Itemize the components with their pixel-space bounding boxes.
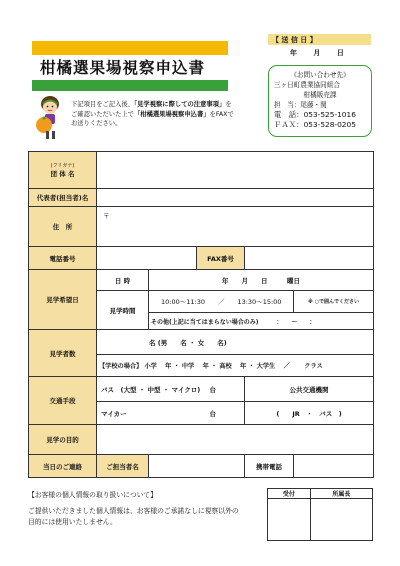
group-name-text: 団 体 名 [50,170,75,178]
privacy-line: 目的には使用いたしません。 [28,518,117,526]
manager-stamp-area [310,499,372,541]
fax-field[interactable] [245,247,374,270]
orange-mascot-illustration [34,95,66,141]
group-name-label [29,152,97,189]
bus-text: バス (大型 ・ 中型 ・ マイクロ) [101,385,201,394]
mobile-label: 携帯電話 [245,455,294,478]
transport-label: 交通手段 [29,377,97,425]
page-title: 柑橘選果場視察申込書 [40,59,206,77]
school-grade-field[interactable]: 【学校の場合】 小学 年 ・ 中学 年 ・ 高校 年 ・ 大学生 ／ クラス [97,355,374,377]
public-transport-label: 公共交通機関 [245,377,374,402]
other-time-field[interactable]: その他(上記に当てはまらない場合のみ) ： ～ ： [149,313,374,330]
date-sub-label: 日 時 [97,270,149,291]
notice-emphasis: 「見学視察に際しての注意事項」 [133,101,226,108]
notice-emphasis: 「柑橘選果場視察申込書」 [133,110,210,118]
purpose-field[interactable] [97,425,374,455]
bus-unit: 台 [209,385,216,394]
phone-field[interactable] [97,247,197,270]
time-slot-options[interactable]: 10:00～11:30 ／ 13:30～15:00 [149,291,294,313]
person-in-charge-label: ご担当者名 [97,455,149,478]
person-in-charge-field[interactable] [149,455,245,478]
application-form-table [28,151,374,478]
group-name-field[interactable] [97,152,374,189]
car-text: マイカー [101,409,127,418]
visitor-count-label: 見学者数 [29,330,97,377]
privacy-title: 【お客様の個人情報の取り扱いについて】 [28,491,158,499]
representative-field[interactable] [97,189,374,207]
time-note: ※ ○で囲んでください [294,291,374,313]
date-fields[interactable]: 年 月 日 曜日 [149,270,374,291]
visit-date-label: 見学希望日 [29,270,97,330]
notice-text: をFAXで [209,110,234,118]
notice-text: 下記項目をご記入後、 [71,101,134,108]
notice-text: お送りください。 [71,120,122,127]
manager-label: 所属長 [310,489,372,499]
representative-label: 代表者(担当者)名 [29,189,97,207]
received-label: 受付 [268,489,311,499]
send-date-field[interactable]: 年 月 日 [290,49,344,57]
public-transport-options[interactable]: ( JR ・ バス ) [245,402,374,425]
address-field[interactable] [97,207,374,247]
contact-dept: 柑橘販売課 [303,91,337,99]
privacy-line: ご提供いただきました個人情報は、お客様のご承諾なしに視察以外の [28,507,239,515]
furigana-label: (フリガナ) [50,163,75,169]
postal-mark: 〒 [103,212,110,220]
visit-time-label: 見学時間 [97,291,149,330]
contact-org: 三ヶ日町農業協同組合 [274,81,340,89]
bus-option[interactable] [97,377,245,402]
send-date-label: 【 送 信 日 】 [268,34,371,45]
contact-heading: 《お問い合わせ先》 [290,71,350,79]
notice-text: を [225,101,232,108]
purpose-label: 見学の目的 [29,425,97,455]
phone-label: 電話番号 [29,247,97,270]
title-bottom-bar [32,80,228,91]
fax-label: FAX番号 [197,247,245,270]
mobile-field[interactable] [294,455,374,478]
contact-box [268,65,372,137]
contact-fax: ＦＡＸ：053-528-0205 [274,120,356,129]
car-unit: 台 [209,409,216,418]
privacy-text [28,506,268,528]
same-day-contact-label: 当日のご連絡 [29,455,97,478]
received-stamp-area [268,499,311,541]
address-label: 住 所 [29,207,97,247]
car-option[interactable] [97,402,245,425]
office-stamp-table [267,488,373,541]
instructions [71,100,263,129]
notice-text: ご確認いただいた上で [71,110,134,118]
contact-person: 担 当：尾藤・関 [274,101,327,109]
visitor-breakdown-field[interactable]: 名 (男 名 ・ 女 名) [97,330,374,355]
contact-tel: 電 話：053-525-1016 [274,110,356,119]
title-top-bar [32,41,228,55]
